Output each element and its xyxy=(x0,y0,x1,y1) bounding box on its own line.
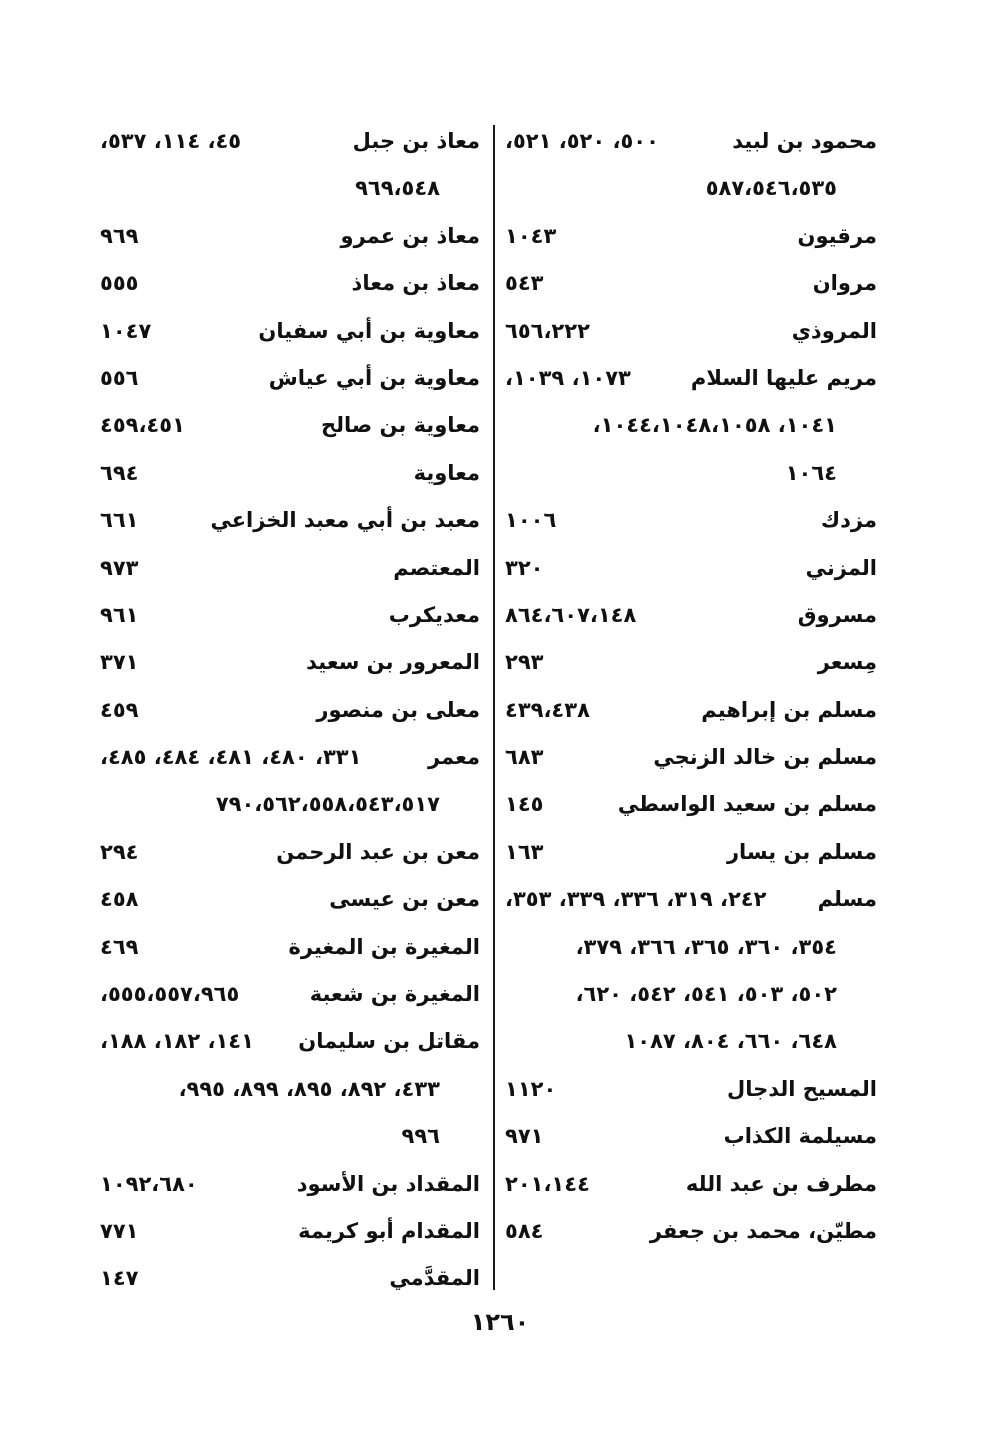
entry-page-refs: ٤٥، ١١٤، ٥٣٧، xyxy=(100,129,242,153)
entry-line xyxy=(100,734,480,781)
entry-name: معديكرب xyxy=(388,602,480,627)
entry-name: مسروق xyxy=(797,602,877,627)
index-entry xyxy=(100,829,480,876)
entry-line xyxy=(100,1208,480,1255)
entry-name: مسيلمة الكذاب xyxy=(723,1124,877,1149)
index-entry xyxy=(100,260,480,307)
entry-line xyxy=(505,829,877,876)
index-entry xyxy=(100,402,480,449)
entry-page-refs: ٤٥٩،٤٥١ xyxy=(100,413,185,438)
entry-page-refs: ١٤٧ xyxy=(100,1266,139,1291)
entry-page-refs: ٥٥٦ xyxy=(100,365,139,390)
entry-page-refs: ٧٩٠،٥٦٢،٥٥٨،٥٤٣،٥١٧ xyxy=(215,792,440,817)
entry-page-refs: ١٠٠٦ xyxy=(505,508,557,533)
entry-continuation-line xyxy=(505,450,877,497)
index-entry xyxy=(505,876,877,1066)
entry-name: معلى بن منصور xyxy=(316,697,480,722)
entry-page-refs: ٩٦١ xyxy=(100,602,139,627)
entry-continuation-line xyxy=(505,165,877,212)
index-entry xyxy=(100,118,480,213)
entry-name: المغيرة بن المغيرة xyxy=(288,934,480,959)
entry-page-refs: ٨٦٤،٦٠٧،١٤٨ xyxy=(505,602,637,627)
entry-page-refs: ٢٩٤ xyxy=(100,839,139,864)
entry-line xyxy=(505,118,877,165)
entry-name: معن بن عبد الرحمن xyxy=(276,839,480,864)
entry-page-refs: ١٠٩٢،٦٨٠ xyxy=(100,1171,198,1196)
entry-page-refs: ٦٩٤ xyxy=(100,460,139,485)
entry-line xyxy=(505,1066,877,1113)
entry-page-refs: ٥٠٢، ٥٠٣، ٥٤١، ٥٤٢، ٦٢٠، xyxy=(575,982,837,1007)
index-entry xyxy=(505,829,877,876)
index-entry xyxy=(505,497,877,544)
entry-line xyxy=(505,355,877,402)
index-entry xyxy=(100,876,480,923)
entry-name: معاذ بن معاذ xyxy=(351,271,480,296)
index-entry xyxy=(100,1018,480,1160)
entry-line xyxy=(505,687,877,734)
index-entry xyxy=(505,687,877,734)
entry-line xyxy=(100,118,480,165)
entry-line xyxy=(100,924,480,971)
entry-page-refs: ٦٦١ xyxy=(100,508,139,533)
entry-name: معاوية بن أبي سفيان xyxy=(258,318,480,343)
entry-line xyxy=(100,1161,480,1208)
entry-line xyxy=(505,308,877,355)
entry-line xyxy=(100,971,480,1018)
entry-name: معن بن عيسى xyxy=(329,887,480,912)
entry-page-refs: ١٤١، ١٨٢، ١٨٨، xyxy=(100,1029,254,1054)
entry-page-refs: ٢٠١،١٤٤ xyxy=(505,1171,590,1196)
entry-name: المعتصم xyxy=(393,555,480,580)
entry-line xyxy=(100,260,480,307)
index-entry xyxy=(100,450,480,497)
entry-name: مطرف بن عبد الله xyxy=(685,1171,877,1196)
index-entry xyxy=(505,213,877,260)
entry-line xyxy=(505,781,877,828)
entry-line xyxy=(100,1255,480,1302)
index-entry xyxy=(505,1113,877,1160)
entry-page-refs: ٥٨٧،٥٤٦،٥٣٥ xyxy=(705,176,837,201)
entry-line xyxy=(100,592,480,639)
entry-page-refs: ١٠٤١، ١٠٤٤،١٠٤٨،١٠٥٨، xyxy=(592,413,837,438)
entry-continuation-line xyxy=(505,1018,877,1065)
entry-line xyxy=(100,402,480,449)
entry-name: مزدك xyxy=(820,508,877,533)
entry-page-refs: ٦٥٦،٢٢٢ xyxy=(505,318,590,343)
index-entry xyxy=(505,734,877,781)
index-entry xyxy=(100,592,480,639)
entry-page-refs: ١٦٣ xyxy=(505,839,544,864)
entry-name: معاوية بن أبي عياش xyxy=(268,365,480,390)
index-entry xyxy=(505,1161,877,1208)
entry-continuation-line xyxy=(505,971,877,1018)
index-entry xyxy=(100,971,480,1018)
entry-page-refs: ٥٥٥ xyxy=(100,271,139,296)
entry-name: معمر xyxy=(428,745,480,770)
entry-name: مطيّن، محمد بن جعفر xyxy=(649,1218,877,1243)
index-entry xyxy=(100,1208,480,1255)
entry-page-refs: ٤٣٣، ٨٩٢، ٨٩٥، ٨٩٩، ٩٩٥، xyxy=(178,1076,440,1101)
entry-name: معبد بن أبي معبد الخزاعي xyxy=(210,508,480,533)
index-entry xyxy=(505,1066,877,1113)
index-entry xyxy=(100,545,480,592)
entry-line xyxy=(100,545,480,592)
entry-page-refs: ٣٢٠ xyxy=(505,555,544,580)
entry-continuation-line xyxy=(100,781,480,828)
entry-name: محمود بن لبيد xyxy=(732,129,877,153)
entry-page-refs: ٩٧١ xyxy=(505,1124,544,1149)
index-entry xyxy=(505,118,877,213)
entry-page-refs: ١٤٥ xyxy=(505,792,544,817)
entry-name: المعرور بن سعيد xyxy=(306,650,480,675)
entry-line xyxy=(505,1161,877,1208)
entry-page-refs: ٣٣١، ٤٨٠، ٤٨١، ٤٨٤، ٤٨٥، xyxy=(100,745,362,770)
entry-line xyxy=(505,545,877,592)
index-entry xyxy=(505,545,877,592)
entry-line xyxy=(505,260,877,307)
entry-line xyxy=(100,639,480,686)
entry-line xyxy=(100,213,480,260)
entry-line xyxy=(100,355,480,402)
entry-page-refs: ٦٤٨، ٦٦٠، ٨٠٤، ١٠٨٧ xyxy=(624,1029,837,1054)
entry-line xyxy=(505,639,877,686)
entry-continuation-line xyxy=(100,1066,480,1113)
index-column-left xyxy=(100,118,480,1303)
index-entry xyxy=(505,639,877,686)
entry-name: مسلم xyxy=(817,887,877,912)
entry-page-refs: ١٠٤٧ xyxy=(100,318,152,343)
entry-name: المغيرة بن شعبة xyxy=(309,982,480,1007)
entry-page-refs: ١١٢٠ xyxy=(505,1076,557,1101)
entry-name: المسيح الدجال xyxy=(726,1076,877,1101)
index-column-right xyxy=(505,118,877,1255)
entry-line xyxy=(100,1018,480,1065)
page-number: ١٢٦٠ xyxy=(470,1308,530,1336)
entry-name: المقدَّمي xyxy=(389,1266,480,1291)
entry-name: المقداد بن الأسود xyxy=(296,1171,480,1196)
index-entry xyxy=(100,687,480,734)
entry-line xyxy=(100,829,480,876)
entry-line xyxy=(100,497,480,544)
index-entry xyxy=(100,639,480,686)
entry-page-refs: ٥٨٤ xyxy=(505,1218,544,1243)
entry-page-refs: ٦٨٣ xyxy=(505,745,544,770)
entry-line xyxy=(505,1113,877,1160)
index-entry xyxy=(100,308,480,355)
entry-page-refs: ٤٥٩ xyxy=(100,697,139,722)
entry-continuation-line xyxy=(505,924,877,971)
index-entry xyxy=(100,734,480,829)
entry-name: المقدام أبو كريمة xyxy=(298,1218,480,1243)
index-entry xyxy=(100,497,480,544)
entry-line xyxy=(505,1208,877,1255)
entry-page-refs: ٣٧١ xyxy=(100,650,139,675)
entry-page-refs: ٢٤٢، ٣١٩، ٣٣٦، ٣٣٩، ٣٥٣، xyxy=(505,887,767,912)
entry-page-refs: ١٠٧٣، ١٠٣٩، xyxy=(505,365,631,390)
index-entry xyxy=(100,355,480,402)
entry-line xyxy=(505,876,877,923)
index-entry xyxy=(505,1208,877,1255)
entry-name: مسلم بن يسار xyxy=(726,839,877,864)
index-entry xyxy=(505,592,877,639)
entry-page-refs: ٩٦٩ xyxy=(100,223,139,248)
entry-page-refs: ٣٥٤، ٣٦٠، ٣٦٥، ٣٦٦، ٣٧٩، xyxy=(575,934,837,959)
entry-page-refs: ٧٧١ xyxy=(100,1218,139,1243)
index-entry xyxy=(100,213,480,260)
index-entry xyxy=(100,1255,480,1302)
entry-name: معاذ بن جبل xyxy=(352,129,480,153)
entry-name: مقاتل بن سليمان xyxy=(298,1029,480,1054)
entry-page-refs: ٤٥٨ xyxy=(100,887,139,912)
entry-name: المروذي xyxy=(791,318,877,343)
entry-page-refs: ٩٧٣ xyxy=(100,555,139,580)
entry-name: معاوية xyxy=(413,460,480,485)
entry-page-refs: ٩٩٦ xyxy=(401,1124,440,1149)
index-entry xyxy=(100,1161,480,1208)
column-divider xyxy=(493,125,495,1290)
index-entry xyxy=(100,924,480,971)
entry-name: مِسعر xyxy=(817,650,877,675)
index-entry xyxy=(505,260,877,307)
entry-name: مسلم بن خالد الزنجي xyxy=(653,745,877,770)
index-entry xyxy=(505,308,877,355)
entry-line xyxy=(100,687,480,734)
entry-line xyxy=(505,213,877,260)
entry-continuation-line xyxy=(100,1113,480,1160)
entry-page-refs: ٢٩٣ xyxy=(505,650,544,675)
entry-line xyxy=(505,734,877,781)
entry-page-refs: ١٠٤٣ xyxy=(505,223,557,248)
entry-line xyxy=(100,876,480,923)
entry-name: المزني xyxy=(805,555,877,580)
entry-page-refs: ٤٦٩ xyxy=(100,934,139,959)
entry-page-refs: ٥٠٠، ٥٢٠، ٥٢١، xyxy=(505,129,659,153)
entry-name: مسلم بن سعيد الواسطي xyxy=(617,792,877,817)
entry-name: مسلم بن إبراهيم xyxy=(701,697,877,722)
entry-page-refs: ٥٤٣ xyxy=(505,271,544,296)
entry-page-refs: ٩٦٩،٥٤٨ xyxy=(355,176,440,201)
entry-page-refs: ٤٣٩،٤٣٨ xyxy=(505,697,590,722)
index-entry xyxy=(505,781,877,828)
entry-continuation-line xyxy=(100,165,480,212)
entry-page-refs: ٥٥٥،٥٥٧،٩٦٥، xyxy=(100,982,240,1007)
entry-name: مروان xyxy=(812,271,877,296)
entry-continuation-line xyxy=(505,402,877,449)
entry-name: معاذ بن عمرو xyxy=(340,223,480,248)
entry-name: مريم عليها السلام xyxy=(690,365,877,390)
entry-line xyxy=(505,592,877,639)
entry-line xyxy=(505,497,877,544)
entry-name: مرقيون xyxy=(797,223,877,248)
entry-page-refs: ١٠٦٤ xyxy=(785,460,837,485)
entry-name: معاوية بن صالح xyxy=(320,413,480,438)
entry-line xyxy=(100,450,480,497)
index-entry xyxy=(505,355,877,497)
entry-line xyxy=(100,308,480,355)
